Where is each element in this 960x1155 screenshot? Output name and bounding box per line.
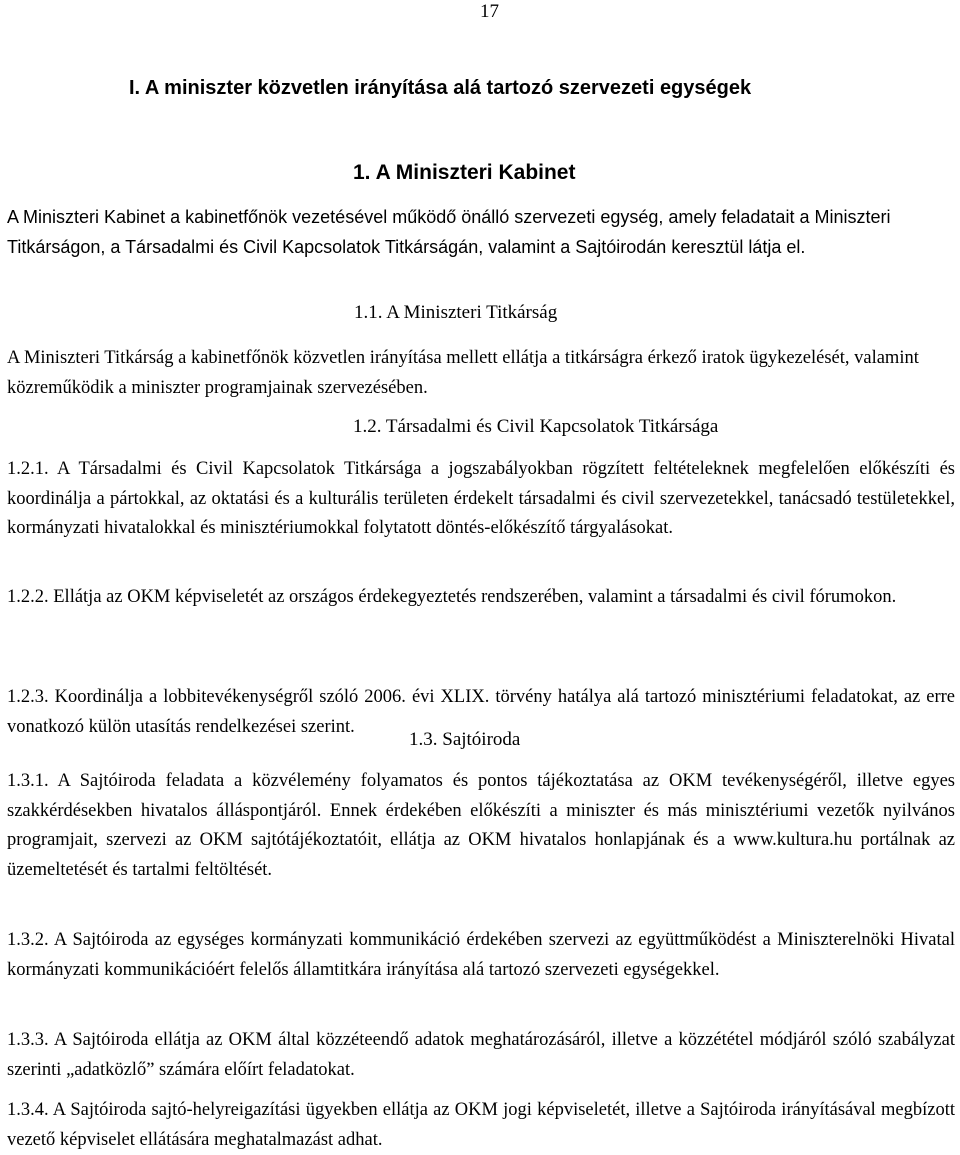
section-heading-1-1: 1.1. A Miniszteri Titkárság	[354, 302, 558, 323]
section-heading-1-2: 1.2. Társadalmi és Civil Kapcsolatok Titkársága	[353, 416, 719, 437]
section-1-3-3-paragraph: 1.3.3. A Sajtóiroda ellátja az OKM által közzéteendő adatok meghatározásáról, illetve a közzététel módjáról szóló szabályzat szerinti „adatközlő” számára előírt feladatokat.	[7, 1030, 955, 1080]
section-1-3-4-paragraph: 1.3.4. A Sajtóiroda sajtó-helyreigazítási ügyekben ellátja az OKM jogi képviseletét, illetve a Sajtóiroda irányításával megbízott vezető képviselet ellátására meghatalmazást adhat.	[7, 1100, 955, 1150]
section-1-paragraph: A Miniszteri Kabinet a kabinetfőnök vezetésével működő önálló szervezeti egység, amely feladatait a Miniszteri Titkárságon, a Társadalmi és Civil Kapcsolatok Titkárságán, valamint a Sajtóirodán keresztül látja el.	[7, 207, 891, 257]
section-1-3-2-paragraph: 1.3.2. A Sajtóiroda az egységes kormányzati kommunikáció érdekében szervezi az együttműködést a Miniszterelnöki Hivatal kormányzati kommunikációért felelős államtitkára irányítása alá tartozó szervezeti egységekkel.	[7, 930, 955, 980]
section-1-2-3-paragraph: 1.2.3. Koordinálja a lobbitevékenységről szóló 2006. évi XLIX. törvény hatálya alá tartozó minisztériumi feladatokat, az erre vonatkozó külön utasítás rendelkezései szerint.	[7, 687, 955, 737]
section-1-2-1-paragraph: 1.2.1. A Társadalmi és Civil Kapcsolatok Titkársága a jogszabályokban rögzített feltételeknek megfelelően előkészíti és koordinálja a pártokkal, az oktatási és a kulturális területen érdekelt társadalmi és civil szervezetekkel, tanácsadó testületekkel, kormányzati hivatalokkal és minisztériumokkal folytatott döntés-előkészítő tárgyalásokat.	[7, 459, 955, 538]
page-number: 17	[480, 1, 499, 22]
chapter-title: I. A miniszter közvetlen irányítása alá tartozó szervezeti egységek	[129, 77, 752, 99]
section-1-3-1-paragraph: 1.3.1. A Sajtóiroda feladata a közvélemény folyamatos és pontos tájékoztatása az OKM tevékenységéről, illetve egyes szakkérdésekben hivatalos álláspontjáról. Ennek érdekében előkészíti a miniszter és más minisztériumi vezetők nyilvános programjait, szervezi az OKM sajtótájékoztatóit, ellátja az OKM hivatalos honlapjának és a www.kultura.hu portálnak az üzemeltetését és tartalmi feltöltését.	[7, 771, 955, 880]
section-heading-1-3: 1.3. Sajtóiroda	[409, 729, 521, 750]
section-1-2-2-paragraph: 1.2.2. Ellátja az OKM képviseletét az országos érdekegyeztetés rendszerében, valamint a társadalmi és civil fórumokon.	[7, 587, 897, 607]
section-1-1-paragraph: A Miniszteri Titkárság a kabinetfőnök közvetlen irányítása mellett ellátja a titkárságra érkező iratok ügykezelését, valamint közreműködik a miniszter programjainak szervezésében.	[7, 348, 919, 398]
section-heading-1: 1. A Miniszteri Kabinet	[353, 161, 576, 184]
